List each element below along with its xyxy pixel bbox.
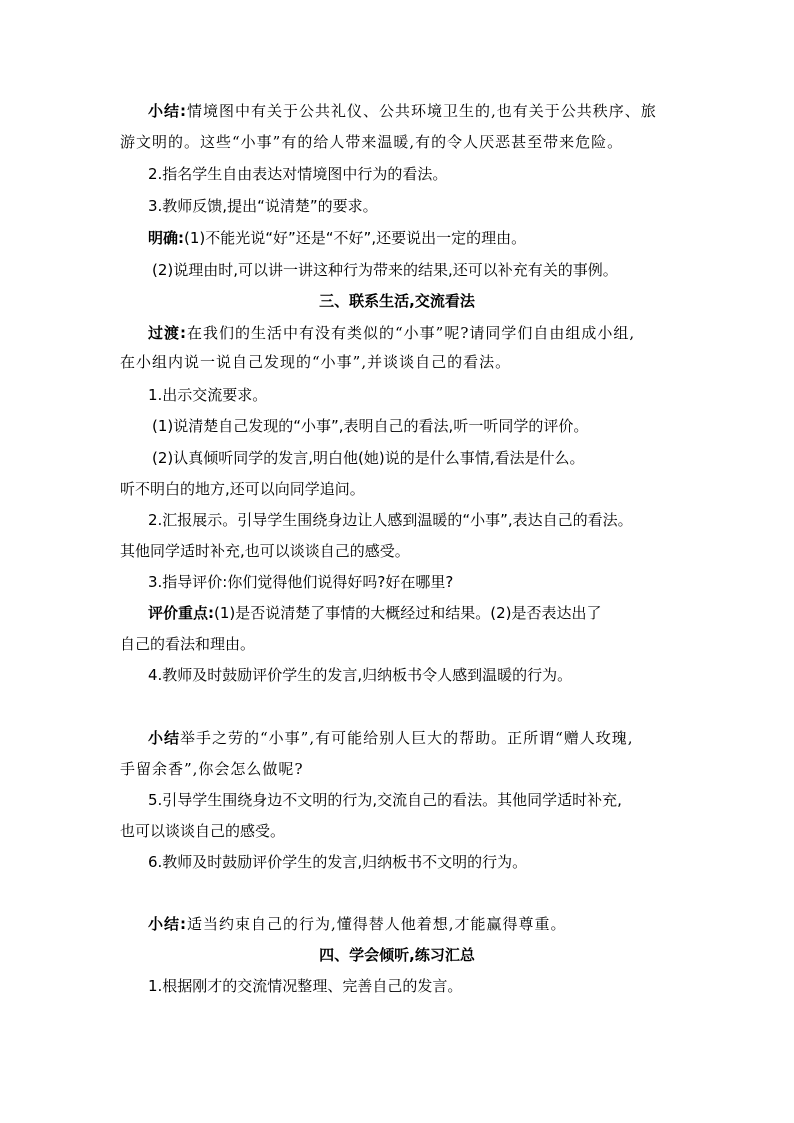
summary-paragraph-2-cont: 手留余香”,你会怎么做呢? <box>120 760 304 778</box>
clarify-label: 明确: <box>148 229 184 247</box>
summary-text: 情境图中有关于公共礼仪、公共环境卫生的,也有关于公共秩序、旅 <box>187 102 657 120</box>
step-1-organize: 1.根据刚才的交流情况整理、完善自己的发言。 <box>148 977 463 995</box>
section-heading-4: 四、学会倾听,练习汇总 <box>319 946 475 964</box>
transition-paragraph-cont: 在小组内说一说自己发现的“小事”,并谈谈自己的看法。 <box>120 353 512 371</box>
section-heading-3: 三、联系生活,交流看法 <box>319 292 475 310</box>
step-3-evaluation: 3.指导评价:你们觉得他们说得好吗?好在哪里? <box>148 573 454 591</box>
step-5: 5.引导学生围绕身边不文明的行为,交流自己的看法。其他同学适时补充, <box>148 791 622 809</box>
step-2-report-cont: 其他同学适时补充,也可以谈谈自己的感受。 <box>120 542 410 560</box>
transition-label: 过渡: <box>148 324 187 342</box>
summary-paragraph-1 <box>148 100 657 122</box>
clarify-text-1: (1)不能光说“好”还是“不好”,还要说出一定的理由。 <box>184 229 527 247</box>
summary-label: 小结: <box>148 102 187 120</box>
requirement-2-cont: 听不明白的地方,还可以向同学追问。 <box>120 480 365 498</box>
evaluation-focus <box>148 602 602 624</box>
evaluation-label: 评价重点: <box>148 604 214 622</box>
step-3: 3.教师反馈,提出“说清楚”的要求。 <box>148 197 378 215</box>
summary-label-3: 小结: <box>148 915 187 933</box>
summary-paragraph-3 <box>148 913 567 935</box>
step-4: 4.教师及时鼓励评价学生的发言,归纳板书令人感到温暖的行为。 <box>148 666 573 684</box>
summary-text-3: 适当约束自己的行为,懂得替人他着想,才能赢得尊重。 <box>187 915 567 933</box>
step-5-cont: 也可以谈谈自己的感受。 <box>120 822 286 840</box>
requirement-2: (2)认真倾听同学的发言,明白他(她)说的是什么事情,看法是什么。 <box>152 449 585 467</box>
transition-text: 在我们的生活中有没有类似的“小事”呢?请同学们自由组成小组, <box>187 324 636 342</box>
evaluation-text: (1)是否说清楚了事情的大概经过和结果。(2)是否表达出了 <box>214 604 602 622</box>
transition-paragraph <box>148 322 635 344</box>
clarify-point-2: (2)说理由时,可以讲一讲这种行为带来的结果,还可以补充有关的事例。 <box>152 261 618 279</box>
step-6: 6.教师及时鼓励评价学生的发言,归纳板书不文明的行为。 <box>148 853 528 871</box>
step-2-report: 2.汇报展示。引导学生围绕身边让人感到温暖的“小事”,表达自己的看法。 <box>148 511 633 529</box>
requirement-1: (1)说清楚自己发现的“小事”,表明自己的看法,听一听同学的评价。 <box>152 417 589 435</box>
step-1-requirements: 1.出示交流要求。 <box>148 386 268 404</box>
evaluation-focus-cont: 自己的看法和理由。 <box>120 635 256 653</box>
summary-paragraph-2 <box>148 727 634 749</box>
summary-paragraph-1-cont: 游文明的。这些“小事”有的给人带来温暖,有的令人厌恶甚至带来危险。 <box>120 133 624 151</box>
summary-label-2: 小结 <box>148 729 181 747</box>
clarify-point-1 <box>148 227 526 249</box>
summary-text-2: 举手之劳的“小事”,有可能给别人巨大的帮助。正所谓“赠人玫瑰, <box>180 729 634 747</box>
step-2: 2.指名学生自由表达对情境图中行为的看法。 <box>148 165 448 183</box>
